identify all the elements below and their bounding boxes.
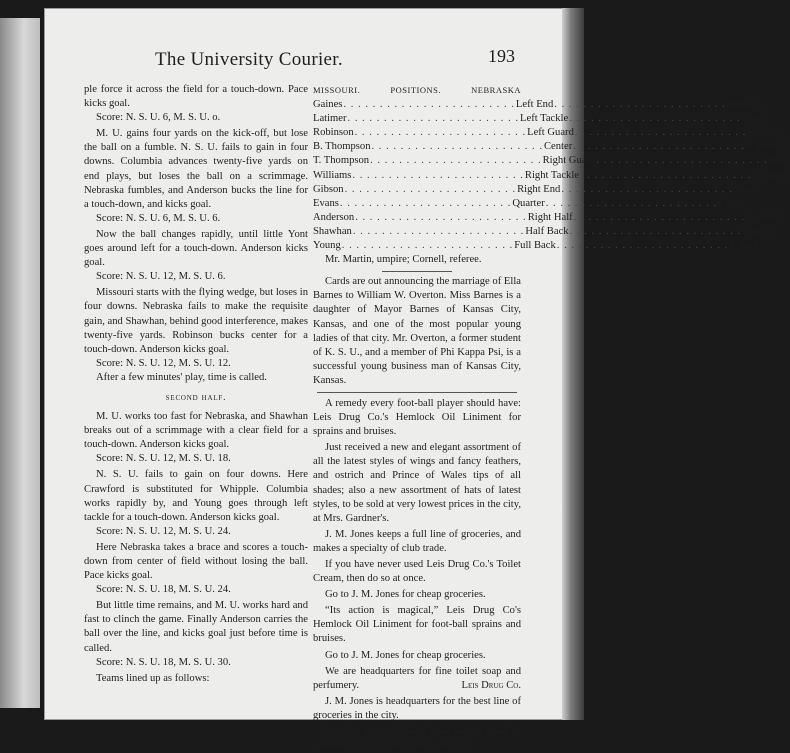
game-report-first-half	[84, 83, 308, 385]
lineup-header-nebraska: NEBRASKA	[471, 85, 521, 95]
score-line: Score: N. S. U. 12, M. S. U. 6.	[96, 271, 226, 283]
divider	[382, 271, 452, 272]
leader-dots: . . . . . . . . . . . . . . . . . . . . . . . .	[574, 127, 747, 139]
leader-dots: . . . . . . . . . . . . . . . . . . . . . . . .	[554, 99, 726, 111]
paragraph: If you have never used Leis Drug Co.'s Toilet Cream, then do so at once.	[313, 559, 521, 585]
paragraph: Go to J. M. Jones for cheap groceries.	[325, 589, 486, 601]
leader-dots: . . . . . . . . . . . . . . . . . . . . . . . .	[580, 169, 752, 181]
position: Left Guard	[527, 127, 574, 139]
right-column	[313, 83, 790, 753]
score-line: Score: N. S. U. 6, M. S. U. 6.	[96, 212, 221, 224]
player-missouri: Latimer	[313, 113, 347, 125]
paragraph: “Its action is magical,” Leis Drug Co's Hemlock Oil Liniment for foot-ball sprains and bruises.	[313, 605, 521, 645]
officials-line: Mr. Martin, umpire; Cornell, referee.	[325, 254, 482, 266]
paragraph: ple force it across the field for a touch-down. Pace kicks goal.	[84, 84, 308, 110]
marriage-notice	[313, 275, 521, 388]
leader-dots: . . . . . . . . . . . . . . . . . . . . . . . .	[355, 211, 527, 223]
player-missouri: Shawhan	[313, 225, 352, 237]
paragraph: M. U. gains four yards on the kick-off, but lose the ball on a fumble. N. S. U. fails to gain in four downs. Columbia advances twenty-five yards on end plays, but loses the ball on a scrimmage. Nebraska fumbles, and Anderson bucks the line for a touch-down, and kicks goal.	[84, 128, 308, 210]
table-row	[313, 197, 739, 211]
table-row	[313, 211, 779, 225]
score-line: Score: N. S. U. 18, M. S. U. 24.	[96, 584, 231, 596]
table-row	[313, 154, 790, 168]
table-row	[313, 183, 756, 197]
paragraph: But little time remains, and M. U. works hard and fast to clinch the game. Finally Anderson carries the ball over the line, and kicks goal just before time is called.	[84, 600, 308, 654]
list-item	[313, 665, 521, 693]
lineup-header-missouri: MISSOURI.	[313, 85, 361, 95]
paragraph: Missouri starts with the flying wedge, but loses in four downs. Nebraska fails to make the requisite gain, and Shawhan, behind good interference, makes twenty-five yards. Robinson bucks center for a touch-down. Anderson kicks goal.	[84, 287, 308, 355]
ad-perfumery-text: We are headquarters for fine toilet soap and perfumery.	[313, 665, 521, 691]
table-row	[313, 239, 759, 253]
score-line: Score: N. S. U. 6, M. S. U. o.	[96, 112, 221, 124]
player-nebraska: Johnson	[726, 99, 762, 111]
leader-dots: . . . . . . . . . . . . . . . . . . . . . . . .	[569, 113, 741, 125]
player-missouri: Young	[313, 240, 341, 252]
paragraph: Cards are out announcing the marriage of Ella Barnes to William W. Overton. Miss Barnes is a daughter of Mayor Barnes of Kansas City, Kansas, and one of the most popular young ladies of that city. Mr. Overton, a former student of K. S. U., and a member of Phi Kappa Psi, is a successful young business man of Kansas City, Kansas.	[313, 276, 521, 386]
player-missouri: Evans	[313, 197, 339, 209]
player-nebraska: Wilson	[747, 127, 778, 139]
section-heading-second-half: second half.	[165, 392, 227, 403]
paragraph: Teams lined up as follows:	[96, 672, 210, 684]
leader-dots: . . . . . . . . . . . . . . . . . . . . . . . .	[341, 240, 514, 252]
player-missouri: Gibson	[313, 183, 344, 195]
score-line: Score: N. S. U. 12, M. S. U. 24.	[96, 525, 231, 537]
score-line: Score: N. S. U. 12, M. S. U. 12.	[96, 357, 231, 369]
lineup-header	[313, 83, 521, 97]
player-missouri: Williams	[313, 169, 352, 181]
leader-dots: . . . . . . . . . . . . . . . . . . . . . . . .	[339, 197, 512, 209]
leader-dots: . . . . . . . . . . . . . . . . . . . . . . . .	[561, 183, 733, 195]
player-missouri: Robinson	[313, 127, 354, 139]
paragraph: Go to J. M. Jones for cheap groceries.	[325, 649, 486, 661]
leader-dots: . . . . . . . . . . . . . . . . . . . . . . . .	[352, 225, 525, 237]
position: Half Back	[525, 225, 569, 237]
divider	[317, 392, 517, 393]
player-nebraska: Whipple	[752, 169, 789, 181]
leader-dots: . . . . . . . . . . . . . . . . . . . . . . . .	[556, 240, 729, 252]
leader-dots: . . . . . . . . . . . . . . . . . . . . . . . .	[596, 155, 768, 167]
table-row	[313, 98, 762, 112]
player-nebraska: A. Yont	[746, 211, 779, 223]
lineup-header-positions: POSITIONS.	[390, 85, 441, 95]
local-notices	[313, 397, 521, 663]
leader-dots: . . . . . . . . . . . . . . . . . . . . . . . .	[545, 197, 718, 209]
paragraph: M. U. works too fast for Nebraska, and Shawhan breaks out of a scrimmage with a clear field for a touch-down. Anderson kicks goal.	[84, 411, 308, 451]
position: Left Tackle	[520, 113, 569, 125]
score-line: Score: N. S. U. 12, M. S. U. 18.	[96, 453, 231, 465]
page-number: 193	[488, 46, 515, 66]
player-nebraska: Shue	[733, 183, 756, 195]
paragraph: Now the ball changes rapidly, until little Yont goes around left for a touch-down. Anderson kicks goal.	[84, 228, 308, 269]
position: Right Tackle	[524, 169, 579, 181]
leader-dots: . . . . . . . . . . . . . . . . . . . . . . . .	[354, 127, 527, 139]
leader-dots: . . . . . . . . . . . . . . . . . . . . . . . .	[569, 225, 742, 237]
leader-dots: . . . . . . . . . . . . . . . . . . . . . . . .	[370, 155, 542, 167]
player-nebraska: Flippin	[742, 225, 773, 237]
adjacent-page-edge	[0, 18, 40, 708]
paragraph: After a few minutes' play, time is called.	[96, 371, 267, 383]
player-missouri: Anderson	[313, 211, 355, 223]
player-missouri: B. Thompson	[313, 141, 371, 153]
game-report-second-half	[84, 410, 308, 686]
position: Full Back	[514, 240, 556, 252]
leader-dots: . . . . . . . . . . . . . . . . . . . . . . . .	[352, 169, 524, 181]
player-nebraska: Dern	[768, 155, 790, 167]
page-title: The University Courier.	[155, 49, 343, 70]
position: Quarter	[512, 197, 545, 209]
table-row	[313, 140, 787, 154]
position: Right Guard	[542, 155, 596, 167]
paragraph: J. M. Jones is headquarters for the best line of groceries in the city.	[313, 695, 521, 721]
local-notices-continued	[313, 695, 521, 753]
position: Right End	[517, 183, 561, 195]
position: Center	[543, 141, 573, 153]
player-nebraska: J. Yont	[729, 240, 759, 252]
paragraph: Just received a new and elegant assortment of all the latest styles of wings and fancy feathers, and ostrich and Prince of Wales tips of all shades; also a new assortment of hats of latest styles, to be sold at very lowest prices in the city, at Mrs. Gardner's.	[313, 442, 521, 524]
table-row	[313, 225, 773, 239]
leader-dots: . . . . . . . . . . . . . . . . . . . . . . . .	[573, 211, 746, 223]
paragraph: Leis Drug Co.'s Toile' Cream has no equal as a remedy for chapped hands and lips.	[313, 726, 521, 752]
player-nebraska: Pace	[718, 197, 739, 209]
leader-dots: . . . . . . . . . . . . . . . . . . . . . . . .	[573, 141, 745, 153]
score-line: Score: N. S. U. 18, M. S. U. 30.	[96, 656, 231, 668]
paragraph: J. M. Jones keeps a full line of groceries, and makes a specialty of club trade.	[313, 528, 521, 554]
ad-signature: Leis Drug Co.	[461, 679, 521, 691]
player-missouri: T. Thompson	[313, 155, 370, 167]
position: Right Half	[527, 211, 573, 223]
paragraph: A remedy every foot-ball player should have: Leis Drug Co.'s Hemlock Oil Liniment for sprains and bruises.	[313, 397, 521, 438]
player-missouri: Gaines	[313, 99, 343, 111]
table-row	[313, 112, 764, 126]
lineup-table	[313, 98, 790, 253]
leader-dots: . . . . . . . . . . . . . . . . . . . . . . . .	[343, 99, 515, 111]
left-column	[84, 83, 308, 686]
leader-dots: . . . . . . . . . . . . . . . . . . . . . . . .	[371, 141, 543, 153]
leader-dots: . . . . . . . . . . . . . . . . . . . . . . . .	[347, 113, 520, 125]
paragraph: N. S. U. fails to gain on four downs. Here Crawford is substituted for Whipple. Columbia works rapidly by, and Young goes through left tackle for a touch-down. Anderson kicks goal.	[84, 469, 308, 523]
table-row	[313, 126, 778, 140]
paragraph: Here Nebraska takes a brace and scores a touch-down from center of field without losing the ball. Pace kicks goal.	[84, 541, 308, 582]
player-nebraska: Hopewell	[745, 141, 787, 153]
position: Left End	[515, 99, 554, 111]
table-row	[313, 169, 789, 183]
leader-dots: . . . . . . . . . . . . . . . . . . . . . . . .	[344, 183, 517, 195]
player-nebraska: Oury	[741, 113, 764, 125]
